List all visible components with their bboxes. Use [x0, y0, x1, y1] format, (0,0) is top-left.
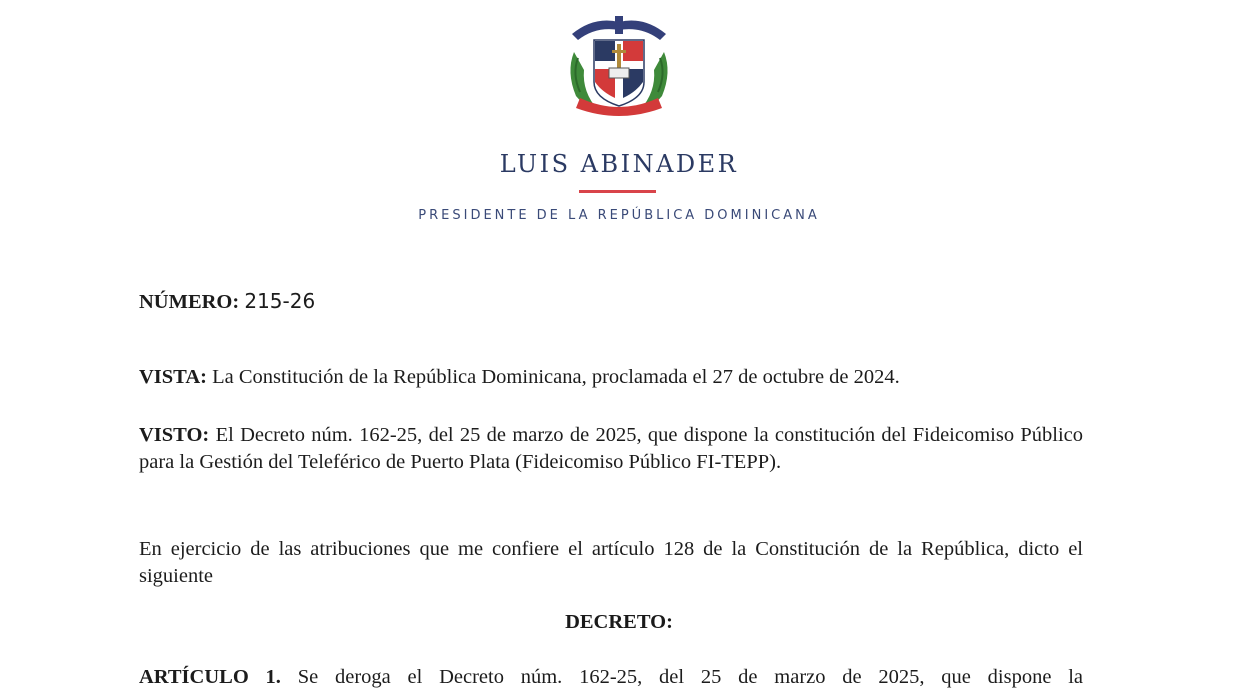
articulo-1-label: ARTÍCULO 1.	[139, 666, 281, 688]
decree-number	[139, 288, 1083, 316]
decreto-heading: DECRETO:	[565, 611, 673, 633]
vista-text: La Constitución de la República Dominicana, proclamada el 27 de octubre de 2024.	[212, 366, 900, 388]
ejercicio-paragraph: En ejercicio de las atribuciones que me confiere el artículo 128 de la Constitución de la República, dicto el siguiente	[139, 538, 1083, 587]
visto-paragraph	[139, 422, 1083, 476]
president-title: PRESIDENTE DE LA REPÚBLICA DOMINICANA	[418, 208, 820, 223]
vista-paragraph	[139, 364, 1083, 391]
visto-label: VISTO:	[139, 424, 210, 446]
visto-text: El Decreto núm. 162-25, del 25 de marzo de 2025, que dispone la constitución del Fideicomiso Público para la Gestión del Teleférico de Puerto Plata (Fideicomiso Público FI-TEPP).	[139, 424, 1084, 473]
vista-label: VISTA:	[139, 366, 207, 388]
numero-value: 215-26	[244, 289, 316, 313]
coat-of-arms-icon	[564, 12, 674, 120]
president-name: LUIS ABINADER	[499, 150, 739, 178]
articulo-1-paragraph	[139, 664, 1083, 691]
header-divider	[579, 190, 656, 193]
articulo-1-text: Se deroga el Decreto núm. 162-25, del 25 de marzo de 2025, que dispone la	[297, 666, 1083, 688]
numero-label: NÚMERO:	[139, 291, 240, 313]
